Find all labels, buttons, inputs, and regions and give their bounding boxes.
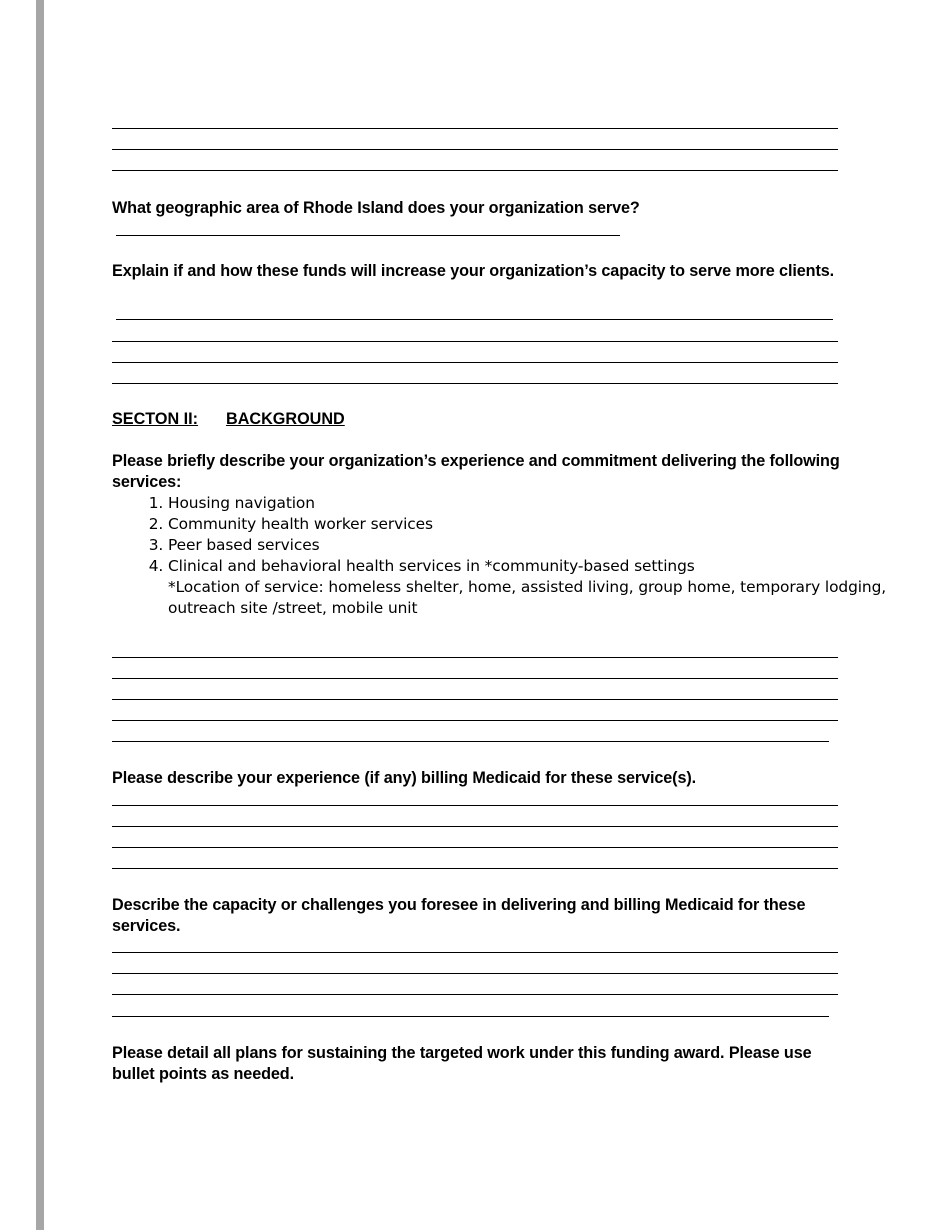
answer-line[interactable] xyxy=(112,952,838,953)
service-label: Clinical and behavioral health services in *community-based settings xyxy=(168,557,695,575)
answer-line[interactable] xyxy=(112,1016,829,1017)
section-title: BACKGROUND xyxy=(226,410,345,428)
answer-line[interactable] xyxy=(112,699,838,700)
answer-line-geographic-area[interactable] xyxy=(116,235,620,236)
question-capacity-challenges: Describe the capacity or challenges you foresee in delivering and billing Medicaid for these services. xyxy=(112,896,806,935)
section-heading xyxy=(112,409,345,430)
question-capacity-increase: Explain if and how these funds will increase your organization’s capacity to serve more clients. xyxy=(112,262,835,280)
answer-line[interactable] xyxy=(112,741,829,742)
list-item xyxy=(168,493,898,514)
answer-line[interactable] xyxy=(112,847,838,848)
answer-line[interactable] xyxy=(112,868,838,869)
answer-line[interactable] xyxy=(112,128,838,129)
answer-line[interactable] xyxy=(112,149,838,150)
answer-line[interactable] xyxy=(112,973,838,974)
service-label: Peer based services xyxy=(168,536,320,554)
list-item xyxy=(168,556,898,619)
answer-line[interactable] xyxy=(116,319,833,320)
services-list xyxy=(112,493,898,619)
question-experience: Please briefly describe your organization’s experience and commitment delivering the following services: xyxy=(112,452,840,491)
section-number: SECTON II: xyxy=(112,410,199,428)
answer-line[interactable] xyxy=(112,826,838,827)
service-location-note: *Location of service: homeless shelter, home, assisted living, group home, temporary lodging, outreach site /street, mobile unit xyxy=(168,578,887,617)
question-medicaid-billing: Please describe your experience (if any) billing Medicaid for these service(s). xyxy=(112,769,697,787)
question-geographic-area: What geographic area of Rhode Island does your organization serve? xyxy=(112,199,640,217)
list-item xyxy=(168,535,898,556)
service-label: Community health worker services xyxy=(168,515,433,533)
answer-line[interactable] xyxy=(112,805,838,806)
question-sustainability: Please detail all plans for sustaining the targeted work under this funding award. Please use bullet points as needed. xyxy=(112,1044,812,1083)
page-edge xyxy=(36,0,44,1230)
answer-line[interactable] xyxy=(112,362,838,363)
answer-line[interactable] xyxy=(112,657,838,658)
list-item xyxy=(168,514,898,535)
answer-line[interactable] xyxy=(112,678,838,679)
answer-line[interactable] xyxy=(112,720,838,721)
answer-line[interactable] xyxy=(112,341,838,342)
service-label: Housing navigation xyxy=(168,494,315,512)
answer-line[interactable] xyxy=(112,994,838,995)
answer-line[interactable] xyxy=(112,170,838,171)
answer-line[interactable] xyxy=(112,383,838,384)
